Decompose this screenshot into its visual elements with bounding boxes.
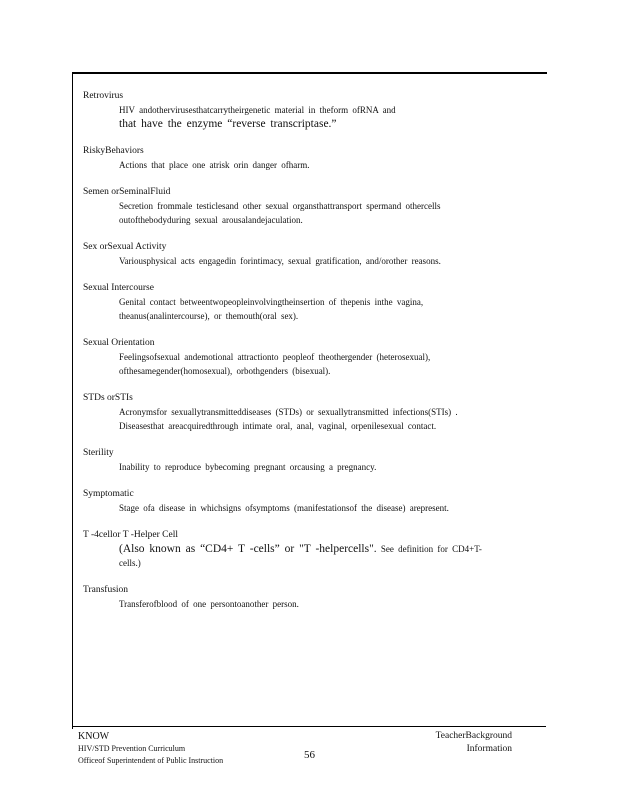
definition-text-large: that have the enzyme “reverse transcriptase.” [119, 118, 337, 130]
glossary-entry [83, 392, 503, 433]
definition-text: HIV andothervirusesthatcarrytheirgenetic material in theform ofRNA and [119, 105, 396, 115]
glossary-definition: Inability to reproduce bybecoming pregnant orcausing a pregnancy. [119, 462, 377, 472]
footer-right [432, 730, 512, 756]
glossary-term: Semen orSeminalFluid [83, 187, 171, 197]
glossary-definition: Variousphysical acts engagedin forintimacy, sexual gratification, and/orother reasons. [119, 256, 441, 266]
glossary-term: Sexual Intercourse [83, 283, 154, 293]
glossary-term: Sex orSexual Activity [83, 242, 167, 252]
glossary-term: T -4cellor T -Helper Cell [83, 530, 178, 540]
glossary-entry [83, 186, 503, 227]
glossary-entry [83, 529, 503, 570]
glossary-term: Symptomatic [83, 489, 134, 499]
glossary-definition: Secretion frommale testiclesand other sexual organsthattransport spermand othercells outofthebodyduring sexual arousalandejaculation. [119, 201, 441, 225]
glossary-definition: Stage ofa disease in whichsigns ofsymptoms (manifestationsof the disease) arepresent. [119, 503, 449, 513]
glossary-term: Transfusion [83, 585, 129, 595]
glossary-entry [83, 90, 503, 131]
footer-office: Officeof Superintendent of Public Instruction [78, 756, 224, 765]
glossary-definition [119, 542, 503, 570]
footer-divider [72, 726, 546, 727]
glossary-definition: Acronymsfor sexuallytransmitteddiseases (STDs) or sexuallytransmitted infections(STIs) . Diseasesthat areacquiredthrough intimate oral, anal, vaginal, orpenilesexual contact. [119, 407, 458, 431]
glossary-definition: Genital contact betweentwopeopleinvolvingtheinsertion of thepenis inthe vagina, theanus(analintercourse), or themouth(oral sex). [119, 297, 424, 321]
glossary-definition: Feelingsofsexual andemotional attractionto peopleof theothergender (heterosexual), ofthesamegender(homosexual), orbothgenders (bisexual). [119, 352, 431, 376]
glossary-term: STDs orSTIs [83, 393, 133, 403]
footer-curriculum: HIV/STD Prevention Curriculum [78, 744, 186, 753]
glossary-definition: Actions that place one atrisk orin danger ofharm. [119, 160, 310, 170]
footer-section-subtitle: Information [466, 744, 512, 754]
definition-text: See definition for CD4+T-cells.) [119, 544, 482, 568]
glossary-entry [83, 584, 503, 611]
page-number: 56 [304, 749, 315, 761]
footer-brand: KNOW [78, 731, 110, 742]
glossary-entry [83, 282, 503, 323]
footer-left [78, 730, 223, 767]
glossary-entry [83, 241, 503, 268]
glossary-term: Sexual Orientation [83, 338, 155, 348]
footer-section-title: TeacherBackground [435, 731, 512, 741]
glossary-term: Sterility [83, 448, 114, 458]
glossary-entry [83, 488, 503, 515]
glossary-definition [119, 103, 503, 131]
glossary-definition: Transferofblood of one persontoanother person. [119, 599, 299, 609]
glossary-entry [83, 145, 503, 172]
definition-text-large: (Also known as “CD4+ T -cells” or "T -helpercells". [119, 543, 377, 555]
glossary-term: RiskyBehaviors [83, 146, 144, 156]
glossary-entry [83, 447, 503, 474]
glossary-term: Retrovirus [83, 91, 124, 101]
glossary-list [83, 90, 503, 625]
glossary-entry [83, 337, 503, 378]
